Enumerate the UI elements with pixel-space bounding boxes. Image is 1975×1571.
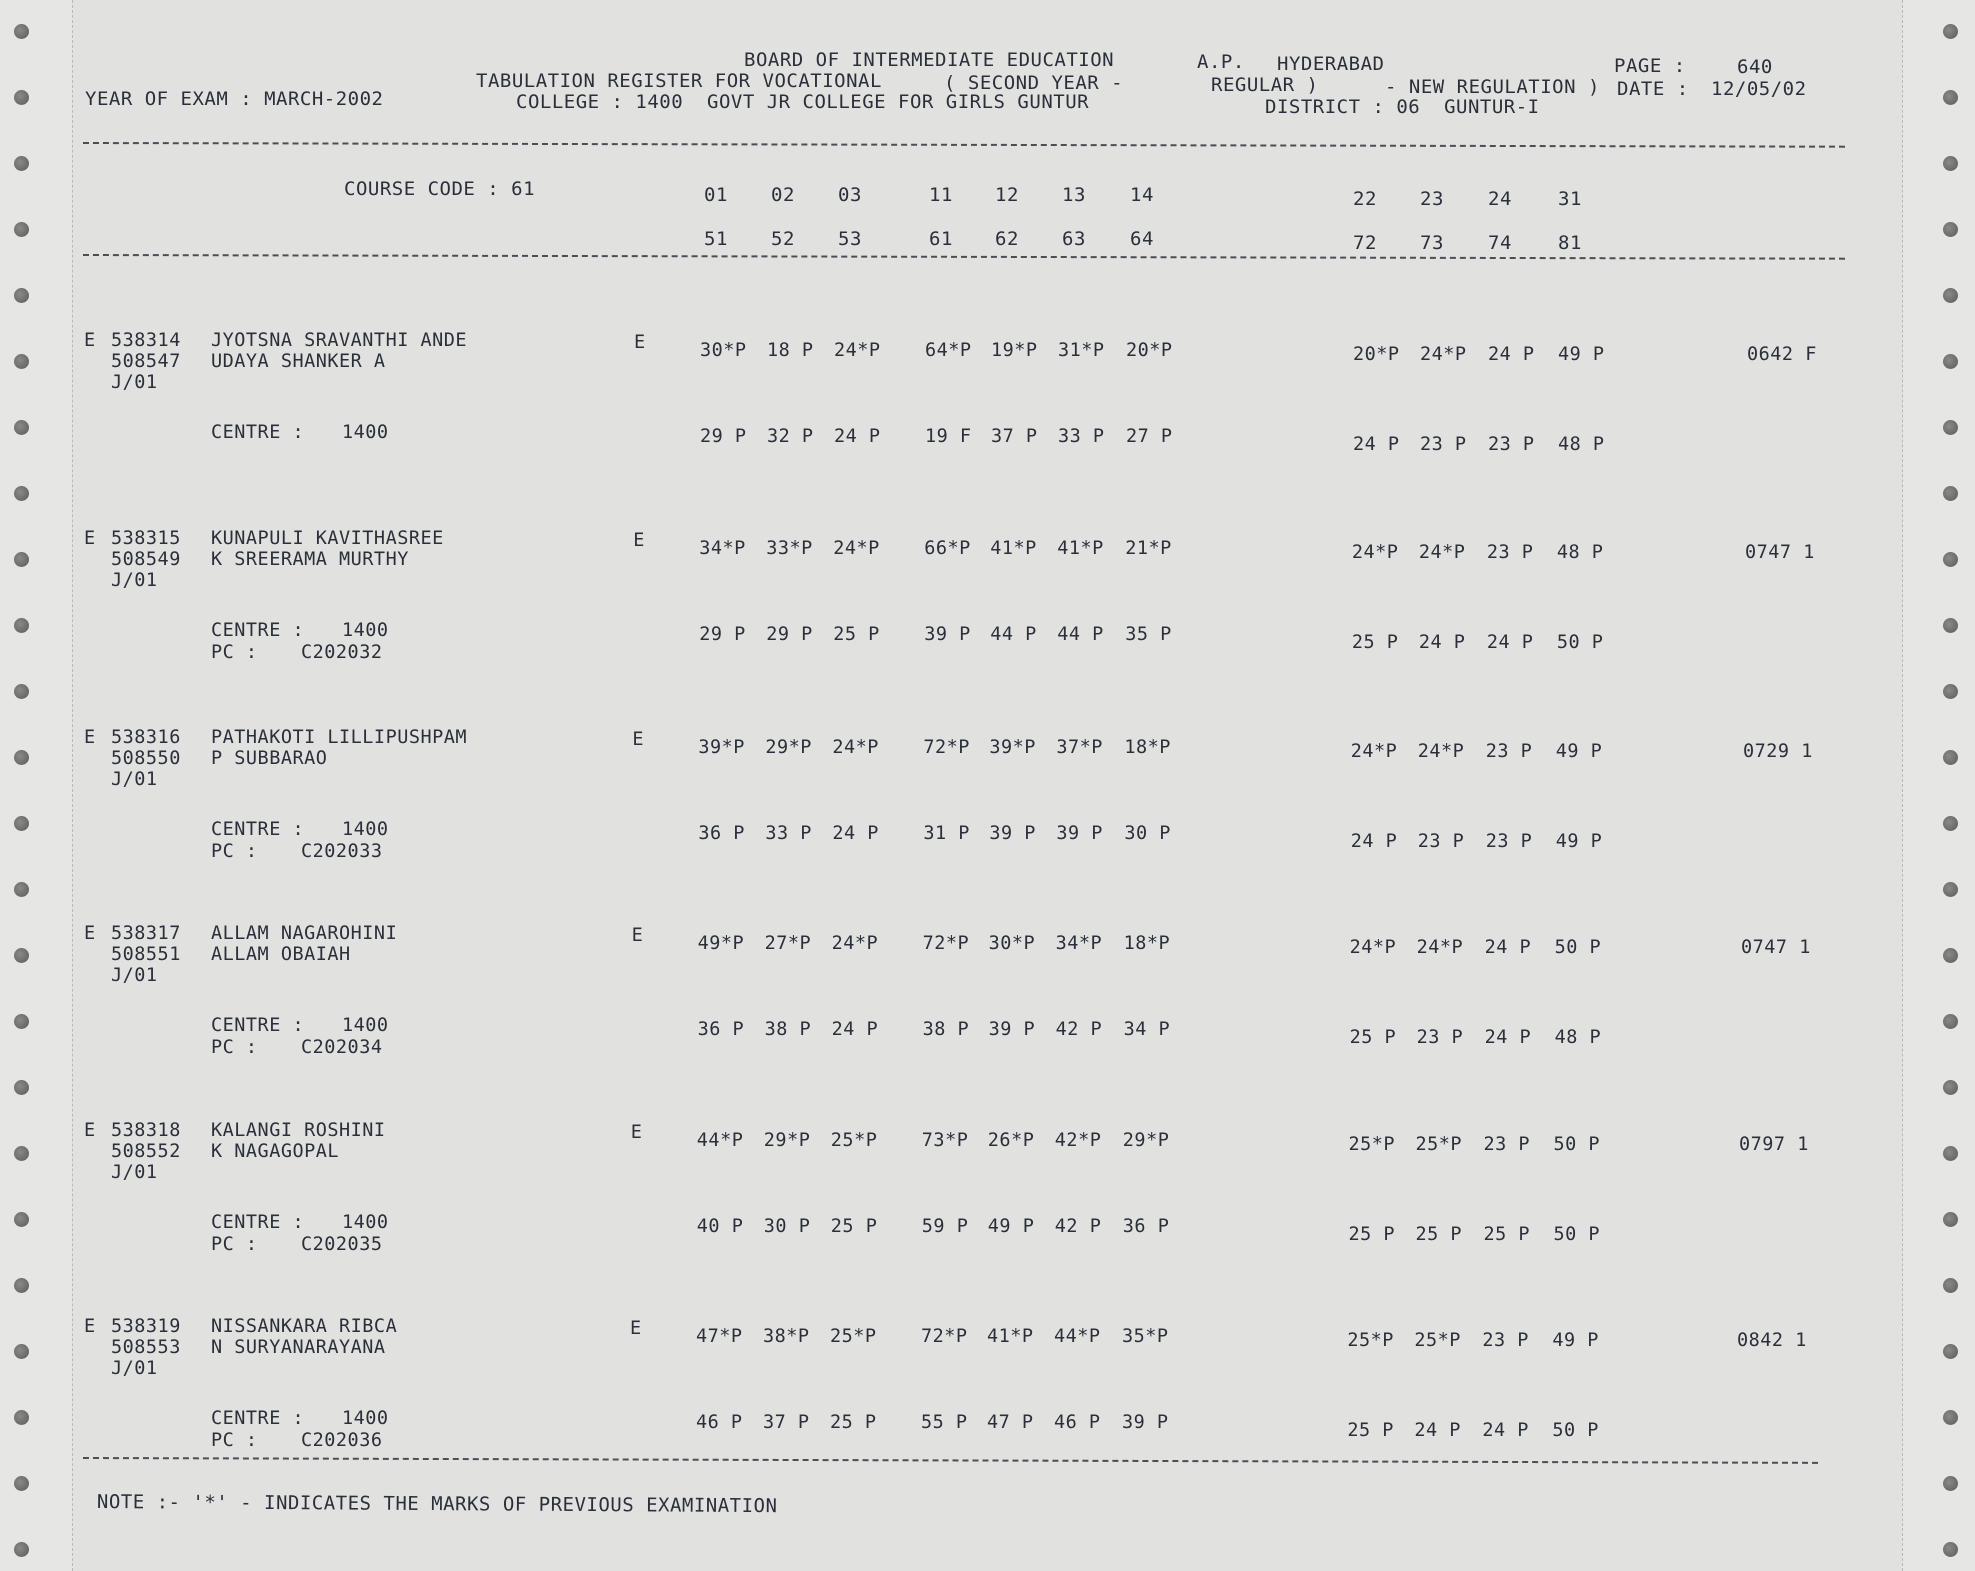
mark-row1: 25*P (1347, 1330, 1394, 1351)
centre-code: 1400 (342, 620, 389, 641)
mark-row1: 73*P (921, 1130, 969, 1151)
mark-row1: 18*P (1124, 737, 1171, 758)
mark-row1: 23 P (1482, 1330, 1529, 1351)
record-prefix: E (84, 727, 96, 748)
feed-hole (1943, 1278, 1958, 1293)
mark-row2: 24 P (831, 1019, 879, 1040)
header-rule-bottom (83, 254, 1845, 260)
mark-row2: 50 P (1552, 1420, 1599, 1441)
feed-hole (14, 486, 29, 501)
course-code-row2-item: 81 (1558, 232, 1582, 254)
mark-row1: 20*P (1126, 340, 1173, 361)
serial-number: 508551 (111, 944, 181, 965)
mark-row2: 23 P (1417, 831, 1465, 852)
medium-code: E (630, 1122, 643, 1143)
centre-code: 1400 (342, 1212, 389, 1233)
student-name: JYOTSNA SRAVANTHI ANDE (211, 330, 468, 351)
year-of-exam: YEAR OF EXAM : MARCH-2002 (85, 88, 384, 110)
feed-hole (14, 1542, 29, 1557)
mark-row2: 37 P (991, 426, 1038, 447)
course-code-row1-item: 02 (771, 184, 795, 206)
parent-name: K SREERAMA MURTHY (211, 549, 409, 570)
mark-row2: 32 P (767, 426, 814, 447)
feed-hole (14, 420, 29, 435)
mark-row2: 49 P (1555, 831, 1603, 852)
course-code-row2-item: 72 (1353, 232, 1377, 254)
mark-row1: 23 P (1483, 1134, 1531, 1155)
mark-row2: 42 P (1054, 1216, 1102, 1237)
mark-row2: 44 P (990, 624, 1037, 645)
mark-row1: 18 P (767, 340, 814, 361)
centre-label: CENTRE : (211, 1408, 305, 1429)
student-name: KALANGI ROSHINI (211, 1120, 386, 1141)
feed-hole (1943, 288, 1958, 303)
mark-row2: 34 P (1123, 1019, 1171, 1040)
mark-row1: 34*P (1055, 933, 1103, 954)
feed-hole (14, 552, 29, 567)
mark-row1: 20*P (1353, 344, 1400, 365)
mark-row2: 25 P (1347, 1420, 1394, 1441)
mark-row1: 34*P (699, 538, 746, 559)
mark-row1: 29*P (765, 737, 812, 758)
centre-code: 1400 (342, 422, 389, 443)
parent-name: ALLAM OBAIAH (211, 944, 351, 965)
mark-row1: 37*P (1056, 737, 1103, 758)
mark-row2: 35 P (1125, 624, 1172, 645)
medium-code: E (634, 332, 646, 353)
course-code-row1-item: 31 (1558, 188, 1582, 210)
mark-row1: 49 P (1555, 741, 1603, 762)
feed-hole (1943, 816, 1958, 831)
mark-row1: 19*P (991, 340, 1038, 361)
pc-label: PC : (211, 1037, 258, 1058)
college-label: COLLEGE : 1400 GOVT JR COLLEGE FOR GIRLS GUNTUR (516, 91, 1090, 113)
mark-row1: 21*P (1125, 538, 1172, 559)
hall-ticket-number: 538314 (111, 330, 181, 351)
feed-hole (14, 1146, 29, 1161)
course-code-row2-item: 62 (995, 228, 1019, 250)
tractor-feed-strip-right (1902, 0, 1975, 1571)
mark-row1: 26*P (987, 1130, 1035, 1151)
parent-name: K NAGAGOPAL (211, 1141, 340, 1162)
feed-hole (1943, 486, 1958, 501)
medium-code: E (630, 1318, 642, 1339)
district-label: DISTRICT : 06 GUNTUR-I (1265, 96, 1540, 118)
mark-row2: 36 P (697, 1019, 745, 1040)
page-number: 640 (1737, 56, 1773, 78)
feed-hole (14, 24, 29, 39)
mark-row1: 39*P (698, 737, 745, 758)
centre-label: CENTRE : (211, 422, 305, 443)
serial-number: 508552 (111, 1141, 181, 1162)
mark-row1: 25*P (830, 1130, 878, 1151)
mark-row2: 50 P (1556, 632, 1604, 653)
mark-row2: 19 F (925, 426, 972, 447)
mark-row1: 30*P (700, 340, 747, 361)
header-rule-top (83, 142, 1845, 148)
mark-row1: 24*P (1349, 937, 1397, 958)
mark-row1: 24*P (1351, 542, 1399, 563)
feed-hole (14, 684, 29, 699)
course-code-row2-item: 64 (1130, 228, 1154, 250)
mark-row1: 31*P (1058, 340, 1105, 361)
student-name: KUNAPULI KAVITHASREE (211, 528, 444, 549)
course-code-row1-item: 01 (704, 184, 728, 206)
mark-row1: 47*P (696, 1326, 743, 1347)
record-prefix: E (84, 330, 96, 351)
date-value: 12/05/02 (1711, 78, 1807, 100)
feed-hole (14, 1080, 29, 1095)
mark-row1: 24*P (831, 933, 879, 954)
mark-row1: 49 P (1558, 344, 1605, 365)
pc-code: C202032 (301, 642, 383, 663)
mark-row2: 23 P (1485, 831, 1533, 852)
parent-name: P SUBBARAO (211, 748, 328, 769)
feed-hole (1943, 24, 1958, 39)
pc-code: C202034 (301, 1037, 383, 1058)
feed-hole (14, 1344, 29, 1359)
mark-row1: 72*P (923, 737, 970, 758)
feed-hole (14, 882, 29, 897)
mark-row2: 24 P (832, 823, 879, 844)
mark-row1: 18*P (1123, 933, 1171, 954)
feed-hole (1943, 948, 1958, 963)
mark-row1: 50 P (1553, 1134, 1601, 1155)
mark-row1: 23 P (1486, 542, 1534, 563)
mark-row1: 44*P (1054, 1326, 1101, 1347)
mark-row2: 39 P (988, 1019, 1036, 1040)
result-total: 0797 1 (1739, 1134, 1809, 1155)
mark-row1: 35*P (1122, 1326, 1169, 1347)
mark-row1: 30*P (988, 933, 1036, 954)
serial-number: 508550 (111, 748, 181, 769)
mark-row2: 24 P (1486, 632, 1534, 653)
feed-hole (14, 948, 29, 963)
mark-row1: 25*P (830, 1326, 877, 1347)
regular-label: REGULAR ) (1211, 74, 1319, 96)
mark-row1: 72*P (921, 1326, 968, 1347)
course-code-row2-item: 63 (1062, 228, 1086, 250)
feed-hole (14, 1278, 29, 1293)
mark-row2: 25 P (1351, 632, 1399, 653)
mark-row1: 24*P (834, 340, 881, 361)
result-total: 0842 1 (1737, 1330, 1807, 1351)
mark-row2: 49 P (987, 1216, 1035, 1237)
mark-row1: 25*P (1415, 1134, 1463, 1155)
course-code-row1-item: 11 (929, 184, 953, 206)
feed-hole (1943, 1014, 1958, 1029)
mark-row2: 23 P (1488, 434, 1535, 455)
centre-label: CENTRE : (211, 819, 305, 840)
record-prefix: E (84, 528, 96, 549)
course-code-row2-item: 74 (1488, 232, 1512, 254)
feed-hole (1943, 750, 1958, 765)
course-code-label: COURSE CODE : 61 (344, 178, 536, 200)
pc-label: PC : (211, 841, 258, 862)
mark-row1: 41*P (987, 1326, 1034, 1347)
mark-row2: 27 P (1126, 426, 1173, 447)
mark-row1: 33*P (766, 538, 813, 559)
feed-hole (1943, 156, 1958, 171)
mark-row2: 29 P (699, 624, 746, 645)
medium-code: E (631, 925, 644, 946)
mark-row1: 44*P (696, 1130, 744, 1151)
footer-rule (83, 1457, 1818, 1464)
mark-row1: 24*P (833, 538, 880, 559)
course-code-row2-item: 52 (771, 228, 795, 250)
mark-row1: 24*P (1417, 741, 1465, 762)
mark-row2: 48 P (1558, 434, 1605, 455)
course-code-row1-item: 23 (1420, 188, 1444, 210)
centre-code: 1400 (342, 1408, 389, 1429)
page-label: PAGE : (1614, 55, 1686, 77)
course-code-row2-item: 73 (1420, 232, 1444, 254)
feed-hole (1943, 90, 1958, 105)
mark-row1: 72*P (922, 933, 970, 954)
mark-row1: 42*P (1054, 1130, 1102, 1151)
result-total: 0747 1 (1745, 542, 1815, 563)
mark-row2: 38 P (764, 1019, 812, 1040)
mark-row2: 24 P (1484, 1027, 1532, 1048)
mark-row2: 25 P (830, 1412, 877, 1433)
mark-row2: 29 P (700, 426, 747, 447)
mark-row2: 47 P (987, 1412, 1034, 1433)
mark-row2: 33 P (1058, 426, 1105, 447)
mark-row2: 46 P (696, 1412, 743, 1433)
mark-row2: 23 P (1420, 434, 1467, 455)
pc-code: C202036 (301, 1430, 383, 1451)
mark-row2: 24 P (834, 426, 881, 447)
feed-hole (1943, 420, 1958, 435)
mark-row1: 50 P (1554, 937, 1602, 958)
hall-ticket-number: 538319 (111, 1316, 181, 1337)
group-code: J/01 (111, 1358, 158, 1379)
mark-row2: 36 P (698, 823, 745, 844)
mark-row2: 37 P (763, 1412, 810, 1433)
mark-row2: 29 P (766, 624, 813, 645)
hall-ticket-number: 538315 (111, 528, 181, 549)
record-prefix: E (84, 923, 96, 944)
mark-row1: 49*P (697, 933, 745, 954)
course-code-row1-item: 13 (1062, 184, 1086, 206)
feed-hole (1943, 552, 1958, 567)
result-total: 0747 1 (1741, 937, 1811, 958)
student-name: ALLAM NAGAROHINI (211, 923, 398, 944)
mark-row2: 55 P (921, 1412, 968, 1433)
mark-row2: 44 P (1057, 624, 1104, 645)
group-code: J/01 (111, 769, 158, 790)
mark-row2: 50 P (1553, 1224, 1601, 1245)
mark-row2: 36 P (1122, 1216, 1170, 1237)
course-code-row1-item: 12 (995, 184, 1019, 206)
mark-row2: 39 P (1122, 1412, 1169, 1433)
mark-row1: 24*P (1350, 741, 1398, 762)
pc-label: PC : (211, 1234, 258, 1255)
mark-row1: 66*P (924, 538, 971, 559)
parent-name: UDAYA SHANKER A (211, 351, 386, 372)
serial-number: 508549 (111, 549, 181, 570)
year-bracket: ( SECOND YEAR - (944, 72, 1124, 94)
mark-row1: 64*P (925, 340, 972, 361)
feed-hole (1943, 1212, 1958, 1227)
mark-row2: 40 P (696, 1216, 744, 1237)
serial-number: 508553 (111, 1337, 181, 1358)
centre-code: 1400 (342, 819, 389, 840)
group-code: J/01 (111, 372, 158, 393)
mark-row1: 25*P (1348, 1134, 1396, 1155)
mark-row1: 29*P (1122, 1130, 1170, 1151)
mark-row2: 39 P (924, 624, 971, 645)
board-title: BOARD OF INTERMEDIATE EDUCATION (744, 49, 1115, 71)
date-label: DATE : (1617, 78, 1689, 100)
feed-hole (14, 1476, 29, 1491)
parent-name: N SURYANARAYANA (211, 1337, 386, 1358)
mark-row1: 41*P (990, 538, 1037, 559)
mark-row2: 46 P (1054, 1412, 1101, 1433)
mark-row1: 25*P (1414, 1330, 1461, 1351)
group-code: J/01 (111, 965, 158, 986)
mark-row1: 39*P (989, 737, 1036, 758)
group-code: J/01 (111, 1162, 158, 1183)
pc-code: C202035 (301, 1234, 383, 1255)
feed-hole (14, 618, 29, 633)
mark-row2: 30 P (763, 1216, 811, 1237)
feed-hole (1943, 1476, 1958, 1491)
course-code-row1-item: 14 (1130, 184, 1154, 206)
feed-hole (1943, 1080, 1958, 1095)
feed-hole (1943, 222, 1958, 237)
mark-row1: 24 P (1484, 937, 1532, 958)
feed-hole (14, 1212, 29, 1227)
centre-label: CENTRE : (211, 1015, 305, 1036)
mark-row2: 25 P (1415, 1224, 1463, 1245)
mark-row2: 24 P (1414, 1420, 1461, 1441)
pc-label: PC : (211, 1430, 258, 1451)
course-code-row1-item: 24 (1488, 188, 1512, 210)
mark-row1: 24*P (1416, 937, 1464, 958)
mark-row2: 23 P (1416, 1027, 1464, 1048)
medium-code: E (632, 729, 645, 750)
mark-row2: 25 P (1348, 1224, 1396, 1245)
feed-hole (1943, 1146, 1958, 1161)
result-total: 0642 F (1747, 344, 1817, 365)
mark-row1: 23 P (1485, 741, 1533, 762)
record-prefix: E (84, 1120, 96, 1141)
mark-row1: 24 P (1488, 344, 1535, 365)
group-code: J/01 (111, 570, 158, 591)
feed-hole (14, 354, 29, 369)
course-code-row1-item: 22 (1353, 188, 1377, 210)
hall-ticket-number: 538317 (111, 923, 181, 944)
register-title: TABULATION REGISTER FOR VOCATIONAL (476, 70, 882, 92)
mark-row2: 39 P (989, 823, 1036, 844)
mark-row2: 38 P (922, 1019, 970, 1040)
mark-row2: 39 P (1056, 823, 1103, 844)
state-label: A.P. (1197, 51, 1245, 73)
mark-row1: 48 P (1556, 542, 1604, 563)
feed-hole (1943, 618, 1958, 633)
mark-row2: 31 P (923, 823, 970, 844)
result-total: 0729 1 (1743, 741, 1813, 762)
feed-hole (14, 1014, 29, 1029)
mark-row1: 41*P (1057, 538, 1104, 559)
mark-row2: 42 P (1055, 1019, 1103, 1040)
course-code-row2-item: 51 (704, 228, 728, 250)
mark-row2: 25 P (833, 624, 880, 645)
course-code-row2-item: 53 (838, 228, 862, 250)
mark-row2: 24 P (1353, 434, 1400, 455)
mark-row1: 27*P (764, 933, 812, 954)
mark-row2: 24 P (1418, 632, 1466, 653)
mark-row2: 24 P (1482, 1420, 1529, 1441)
mark-row2: 25 P (830, 1216, 878, 1237)
mark-row2: 59 P (921, 1216, 969, 1237)
feed-hole (14, 1410, 29, 1425)
mark-row2: 33 P (765, 823, 812, 844)
mark-row1: 38*P (763, 1326, 810, 1347)
centre-code: 1400 (342, 1015, 389, 1036)
pc-code: C202033 (301, 841, 383, 862)
feed-hole (1943, 354, 1958, 369)
feed-hole (1943, 1344, 1958, 1359)
medium-code: E (633, 530, 645, 551)
student-name: PATHAKOTI LILLIPUSHPAM (211, 727, 468, 748)
hall-ticket-number: 538316 (111, 727, 181, 748)
mark-row1: 24*P (832, 737, 879, 758)
feed-hole (1943, 882, 1958, 897)
centre-label: CENTRE : (211, 1212, 305, 1233)
centre-label: CENTRE : (211, 620, 305, 641)
mark-row1: 29*P (763, 1130, 811, 1151)
feed-hole (1943, 1542, 1958, 1557)
feed-hole (14, 816, 29, 831)
mark-row1: 24*P (1418, 542, 1466, 563)
mark-row2: 30 P (1124, 823, 1171, 844)
mark-row2: 24 P (1350, 831, 1398, 852)
mark-row2: 25 P (1483, 1224, 1531, 1245)
pc-label: PC : (211, 642, 258, 663)
mark-row1: 24*P (1420, 344, 1467, 365)
record-prefix: E (84, 1316, 96, 1337)
student-name: NISSANKARA RIBCA (211, 1316, 398, 1337)
feed-hole (1943, 1410, 1958, 1425)
city-label: HYDERABAD (1277, 53, 1385, 75)
feed-hole (14, 156, 29, 171)
mark-row2: 25 P (1349, 1027, 1397, 1048)
feed-hole (14, 90, 29, 105)
feed-hole (14, 222, 29, 237)
feed-hole (1943, 684, 1958, 699)
mark-row2: 48 P (1554, 1027, 1602, 1048)
mark-row1: 49 P (1552, 1330, 1599, 1351)
course-code-row2-item: 61 (929, 228, 953, 250)
serial-number: 508547 (111, 351, 181, 372)
footnote: NOTE :- '*' - INDICATES THE MARKS OF PREVIOUS EXAMINATION (96, 1491, 778, 1518)
tractor-feed-strip-left (0, 0, 73, 1571)
regulation-label: - NEW REGULATION ) (1385, 76, 1600, 98)
feed-hole (14, 288, 29, 303)
hall-ticket-number: 538318 (111, 1120, 181, 1141)
feed-hole (14, 750, 29, 765)
course-code-row1-item: 03 (838, 184, 862, 206)
